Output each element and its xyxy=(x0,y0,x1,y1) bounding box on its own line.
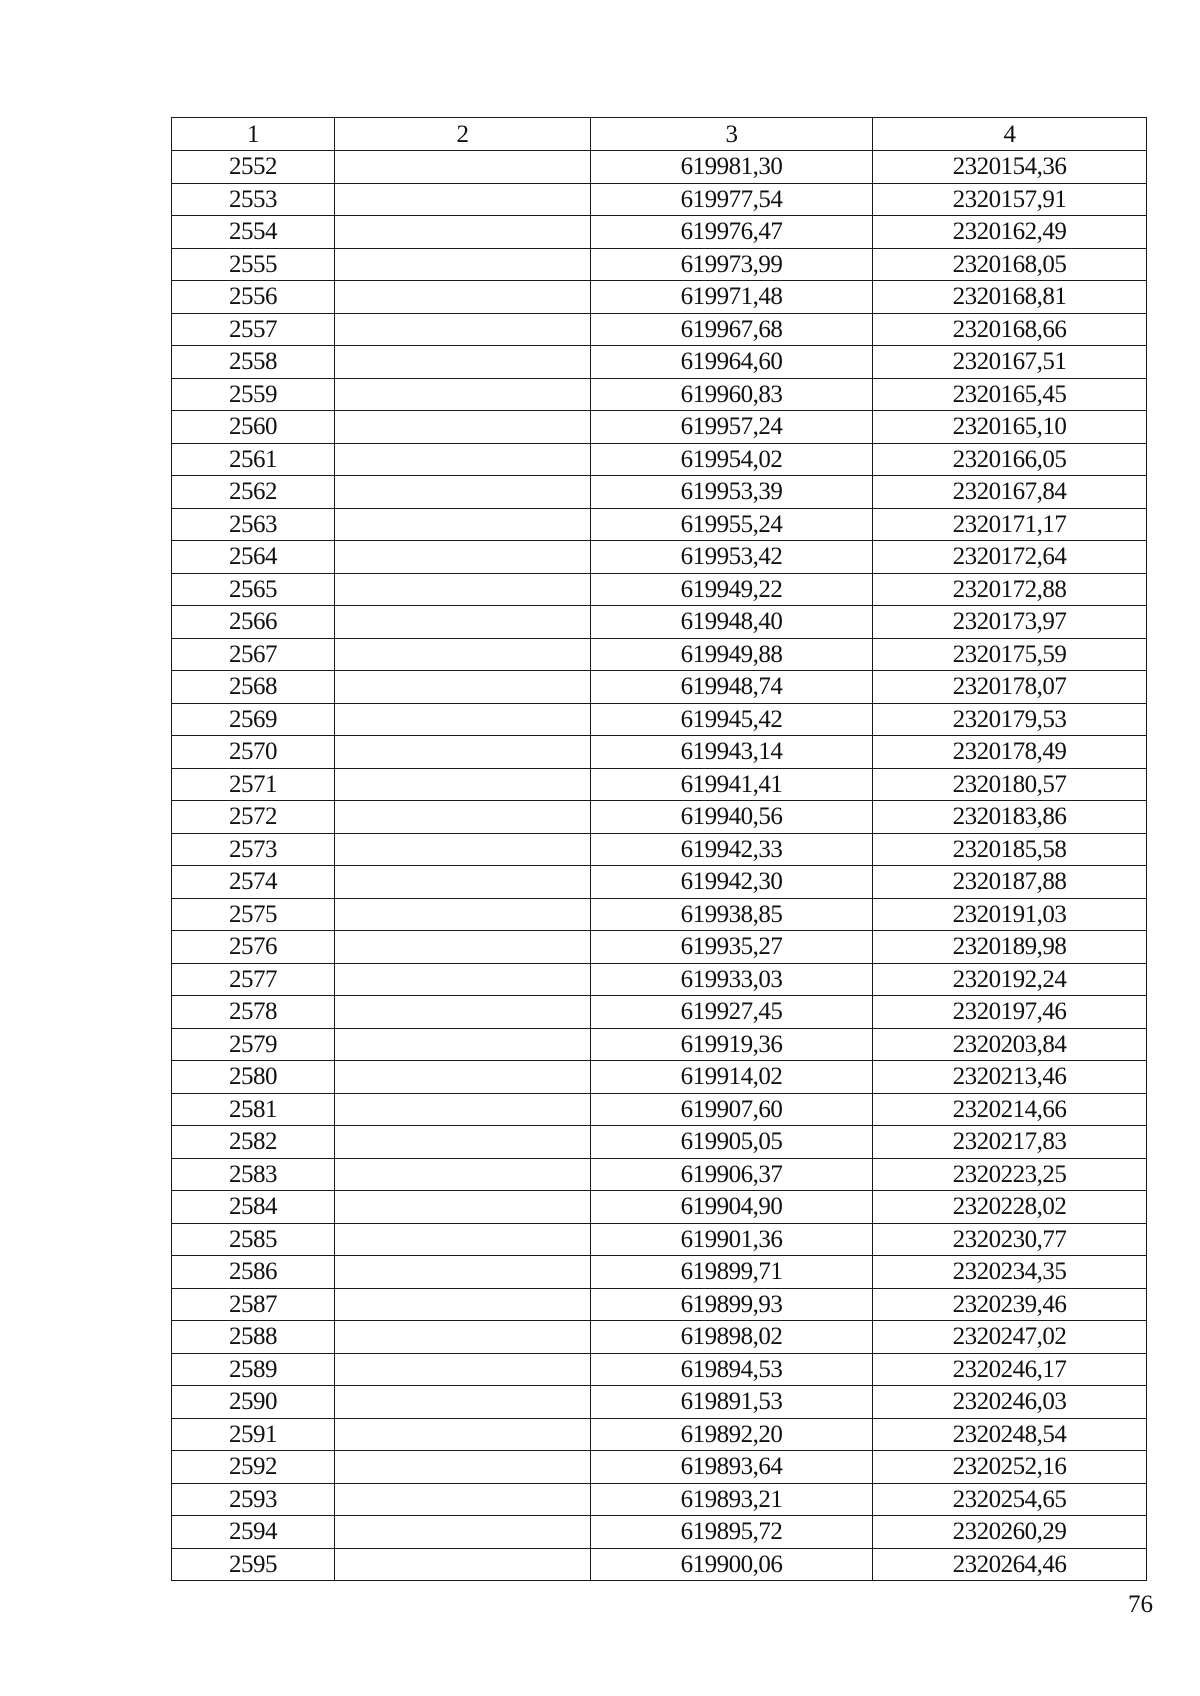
y-coordinate-cell: 2320260,29 xyxy=(873,1516,1147,1549)
table-row xyxy=(172,1028,1147,1061)
x-coordinate-cell: 619904,90 xyxy=(591,1191,873,1224)
column-2-cell xyxy=(335,508,591,541)
point-number-cell: 2593 xyxy=(172,1483,335,1516)
column-2-cell xyxy=(335,963,591,996)
table-row xyxy=(172,1483,1147,1516)
x-coordinate-cell: 619953,42 xyxy=(591,541,873,574)
x-coordinate-cell: 619893,64 xyxy=(591,1451,873,1484)
table-row xyxy=(172,1516,1147,1549)
table-row xyxy=(172,671,1147,704)
table-header-row xyxy=(172,118,1147,151)
table-row xyxy=(172,638,1147,671)
y-coordinate-cell: 2320228,02 xyxy=(873,1191,1147,1224)
column-2-cell xyxy=(335,1288,591,1321)
x-coordinate-cell: 619960,83 xyxy=(591,378,873,411)
point-number-cell: 2592 xyxy=(172,1451,335,1484)
y-coordinate-cell: 2320191,03 xyxy=(873,898,1147,931)
y-coordinate-cell: 2320189,98 xyxy=(873,931,1147,964)
column-2-cell xyxy=(335,768,591,801)
point-number-cell: 2569 xyxy=(172,703,335,736)
column-2-cell xyxy=(335,281,591,314)
x-coordinate-cell: 619973,99 xyxy=(591,248,873,281)
column-2-cell xyxy=(335,996,591,1029)
point-number-cell: 2588 xyxy=(172,1321,335,1354)
table-row xyxy=(172,573,1147,606)
y-coordinate-cell: 2320168,66 xyxy=(873,313,1147,346)
y-coordinate-cell: 2320223,25 xyxy=(873,1158,1147,1191)
x-coordinate-cell: 619933,03 xyxy=(591,963,873,996)
y-coordinate-cell: 2320172,64 xyxy=(873,541,1147,574)
point-number-cell: 2582 xyxy=(172,1126,335,1159)
table-row xyxy=(172,833,1147,866)
x-coordinate-cell: 619891,53 xyxy=(591,1386,873,1419)
point-number-cell: 2552 xyxy=(172,151,335,184)
point-number-cell: 2579 xyxy=(172,1028,335,1061)
x-coordinate-cell: 619945,42 xyxy=(591,703,873,736)
y-coordinate-cell: 2320167,84 xyxy=(873,476,1147,509)
table-row xyxy=(172,1158,1147,1191)
y-coordinate-cell: 2320178,07 xyxy=(873,671,1147,704)
column-2-cell xyxy=(335,736,591,769)
table-row xyxy=(172,281,1147,314)
x-coordinate-cell: 619893,21 xyxy=(591,1483,873,1516)
column-2-cell xyxy=(335,671,591,704)
point-number-cell: 2558 xyxy=(172,346,335,379)
x-coordinate-cell: 619900,06 xyxy=(591,1548,873,1581)
y-coordinate-cell: 2320185,58 xyxy=(873,833,1147,866)
point-number-cell: 2559 xyxy=(172,378,335,411)
x-coordinate-cell: 619949,22 xyxy=(591,573,873,606)
y-coordinate-cell: 2320247,02 xyxy=(873,1321,1147,1354)
table-row xyxy=(172,1191,1147,1224)
y-coordinate-cell: 2320172,88 xyxy=(873,573,1147,606)
point-number-cell: 2560 xyxy=(172,411,335,444)
point-number-cell: 2587 xyxy=(172,1288,335,1321)
y-coordinate-cell: 2320252,16 xyxy=(873,1451,1147,1484)
y-coordinate-cell: 2320166,05 xyxy=(873,443,1147,476)
x-coordinate-cell: 619948,40 xyxy=(591,606,873,639)
x-coordinate-cell: 619977,54 xyxy=(591,183,873,216)
y-coordinate-cell: 2320168,05 xyxy=(873,248,1147,281)
y-coordinate-cell: 2320264,46 xyxy=(873,1548,1147,1581)
y-coordinate-cell: 2320171,17 xyxy=(873,508,1147,541)
x-coordinate-cell: 619957,24 xyxy=(591,411,873,444)
point-number-cell: 2573 xyxy=(172,833,335,866)
column-2-cell xyxy=(335,1418,591,1451)
column-2-cell xyxy=(335,443,591,476)
point-number-cell: 2571 xyxy=(172,768,335,801)
point-number-cell: 2564 xyxy=(172,541,335,574)
column-2-cell xyxy=(335,1516,591,1549)
y-coordinate-cell: 2320178,49 xyxy=(873,736,1147,769)
point-number-cell: 2572 xyxy=(172,801,335,834)
point-number-cell: 2584 xyxy=(172,1191,335,1224)
x-coordinate-cell: 619942,33 xyxy=(591,833,873,866)
x-coordinate-cell: 619941,41 xyxy=(591,768,873,801)
column-2-cell xyxy=(335,346,591,379)
column-2-cell xyxy=(335,476,591,509)
table-row xyxy=(172,1061,1147,1094)
y-coordinate-cell: 2320179,53 xyxy=(873,703,1147,736)
y-coordinate-cell: 2320192,24 xyxy=(873,963,1147,996)
column-2-cell xyxy=(335,573,591,606)
page-number: 76 xyxy=(1128,1591,1153,1618)
y-coordinate-cell: 2320254,65 xyxy=(873,1483,1147,1516)
coordinates-table-body xyxy=(172,118,1147,1581)
point-number-cell: 2553 xyxy=(172,183,335,216)
x-coordinate-cell: 619914,02 xyxy=(591,1061,873,1094)
table-row xyxy=(172,476,1147,509)
x-coordinate-cell: 619976,47 xyxy=(591,216,873,249)
table-row xyxy=(172,1223,1147,1256)
table-row xyxy=(172,508,1147,541)
point-number-cell: 2585 xyxy=(172,1223,335,1256)
y-coordinate-cell: 2320167,51 xyxy=(873,346,1147,379)
column-2-cell xyxy=(335,1061,591,1094)
point-number-cell: 2586 xyxy=(172,1256,335,1289)
table-row xyxy=(172,736,1147,769)
x-coordinate-cell: 619967,68 xyxy=(591,313,873,346)
table-row xyxy=(172,378,1147,411)
column-2-cell xyxy=(335,638,591,671)
column-2-cell xyxy=(335,1126,591,1159)
column-header-1: 1 xyxy=(172,118,335,151)
column-2-cell xyxy=(335,703,591,736)
point-number-cell: 2580 xyxy=(172,1061,335,1094)
column-2-cell xyxy=(335,1548,591,1581)
y-coordinate-cell: 2320246,17 xyxy=(873,1353,1147,1386)
y-coordinate-cell: 2320154,36 xyxy=(873,151,1147,184)
column-2-cell xyxy=(335,313,591,346)
point-number-cell: 2575 xyxy=(172,898,335,931)
table-row xyxy=(172,996,1147,1029)
y-coordinate-cell: 2320197,46 xyxy=(873,996,1147,1029)
table-row xyxy=(172,606,1147,639)
column-2-cell xyxy=(335,1256,591,1289)
table-row xyxy=(172,1256,1147,1289)
x-coordinate-cell: 619901,36 xyxy=(591,1223,873,1256)
y-coordinate-cell: 2320187,88 xyxy=(873,866,1147,899)
point-number-cell: 2590 xyxy=(172,1386,335,1419)
table-row xyxy=(172,801,1147,834)
y-coordinate-cell: 2320239,46 xyxy=(873,1288,1147,1321)
column-2-cell xyxy=(335,411,591,444)
table-row xyxy=(172,1126,1147,1159)
x-coordinate-cell: 619954,02 xyxy=(591,443,873,476)
point-number-cell: 2577 xyxy=(172,963,335,996)
coordinates-table xyxy=(171,117,1147,1581)
table-row xyxy=(172,248,1147,281)
column-2-cell xyxy=(335,833,591,866)
table-row xyxy=(172,216,1147,249)
point-number-cell: 2556 xyxy=(172,281,335,314)
y-coordinate-cell: 2320248,54 xyxy=(873,1418,1147,1451)
x-coordinate-cell: 619949,88 xyxy=(591,638,873,671)
column-2-cell xyxy=(335,898,591,931)
x-coordinate-cell: 619942,30 xyxy=(591,866,873,899)
table-row xyxy=(172,541,1147,574)
point-number-cell: 2578 xyxy=(172,996,335,1029)
column-2-cell xyxy=(335,1451,591,1484)
point-number-cell: 2566 xyxy=(172,606,335,639)
column-2-cell xyxy=(335,1158,591,1191)
x-coordinate-cell: 619927,45 xyxy=(591,996,873,1029)
y-coordinate-cell: 2320157,91 xyxy=(873,183,1147,216)
point-number-cell: 2568 xyxy=(172,671,335,704)
column-2-cell xyxy=(335,606,591,639)
y-coordinate-cell: 2320246,03 xyxy=(873,1386,1147,1419)
table-row xyxy=(172,768,1147,801)
x-coordinate-cell: 619940,56 xyxy=(591,801,873,834)
table-row xyxy=(172,313,1147,346)
column-2-cell xyxy=(335,1386,591,1419)
table-row xyxy=(172,1321,1147,1354)
x-coordinate-cell: 619953,39 xyxy=(591,476,873,509)
point-number-cell: 2557 xyxy=(172,313,335,346)
column-2-cell xyxy=(335,1191,591,1224)
x-coordinate-cell: 619898,02 xyxy=(591,1321,873,1354)
y-coordinate-cell: 2320165,45 xyxy=(873,378,1147,411)
x-coordinate-cell: 619948,74 xyxy=(591,671,873,704)
table-row xyxy=(172,1386,1147,1419)
point-number-cell: 2562 xyxy=(172,476,335,509)
y-coordinate-cell: 2320217,83 xyxy=(873,1126,1147,1159)
x-coordinate-cell: 619899,93 xyxy=(591,1288,873,1321)
point-number-cell: 2576 xyxy=(172,931,335,964)
x-coordinate-cell: 619894,53 xyxy=(591,1353,873,1386)
column-2-cell xyxy=(335,801,591,834)
column-2-cell xyxy=(335,931,591,964)
point-number-cell: 2581 xyxy=(172,1093,335,1126)
column-2-cell xyxy=(335,216,591,249)
column-2-cell xyxy=(335,1028,591,1061)
point-number-cell: 2594 xyxy=(172,1516,335,1549)
x-coordinate-cell: 619943,14 xyxy=(591,736,873,769)
column-2-cell xyxy=(335,378,591,411)
point-number-cell: 2563 xyxy=(172,508,335,541)
y-coordinate-cell: 2320173,97 xyxy=(873,606,1147,639)
column-2-cell xyxy=(335,183,591,216)
point-number-cell: 2595 xyxy=(172,1548,335,1581)
table-row xyxy=(172,443,1147,476)
point-number-cell: 2554 xyxy=(172,216,335,249)
table-row xyxy=(172,151,1147,184)
y-coordinate-cell: 2320230,77 xyxy=(873,1223,1147,1256)
x-coordinate-cell: 619981,30 xyxy=(591,151,873,184)
column-2-cell xyxy=(335,1483,591,1516)
table-row xyxy=(172,963,1147,996)
x-coordinate-cell: 619938,85 xyxy=(591,898,873,931)
x-coordinate-cell: 619906,37 xyxy=(591,1158,873,1191)
x-coordinate-cell: 619892,20 xyxy=(591,1418,873,1451)
point-number-cell: 2583 xyxy=(172,1158,335,1191)
table-row xyxy=(172,1288,1147,1321)
table-row xyxy=(172,866,1147,899)
table-row xyxy=(172,346,1147,379)
table-row xyxy=(172,703,1147,736)
table-row xyxy=(172,1451,1147,1484)
point-number-cell: 2565 xyxy=(172,573,335,606)
column-header-2: 2 xyxy=(335,118,591,151)
y-coordinate-cell: 2320183,86 xyxy=(873,801,1147,834)
y-coordinate-cell: 2320214,66 xyxy=(873,1093,1147,1126)
x-coordinate-cell: 619935,27 xyxy=(591,931,873,964)
point-number-cell: 2589 xyxy=(172,1353,335,1386)
column-header-4: 4 xyxy=(873,118,1147,151)
point-number-cell: 2555 xyxy=(172,248,335,281)
column-2-cell xyxy=(335,1093,591,1126)
column-2-cell xyxy=(335,1321,591,1354)
column-2-cell xyxy=(335,1223,591,1256)
point-number-cell: 2574 xyxy=(172,866,335,899)
x-coordinate-cell: 619895,72 xyxy=(591,1516,873,1549)
column-header-3: 3 xyxy=(591,118,873,151)
y-coordinate-cell: 2320203,84 xyxy=(873,1028,1147,1061)
y-coordinate-cell: 2320175,59 xyxy=(873,638,1147,671)
table-row xyxy=(172,1418,1147,1451)
x-coordinate-cell: 619907,60 xyxy=(591,1093,873,1126)
y-coordinate-cell: 2320162,49 xyxy=(873,216,1147,249)
x-coordinate-cell: 619964,60 xyxy=(591,346,873,379)
table-row xyxy=(172,1548,1147,1581)
table-row xyxy=(172,183,1147,216)
y-coordinate-cell: 2320180,57 xyxy=(873,768,1147,801)
point-number-cell: 2570 xyxy=(172,736,335,769)
column-2-cell xyxy=(335,541,591,574)
point-number-cell: 2561 xyxy=(172,443,335,476)
y-coordinate-cell: 2320165,10 xyxy=(873,411,1147,444)
x-coordinate-cell: 619919,36 xyxy=(591,1028,873,1061)
column-2-cell xyxy=(335,866,591,899)
y-coordinate-cell: 2320234,35 xyxy=(873,1256,1147,1289)
x-coordinate-cell: 619955,24 xyxy=(591,508,873,541)
column-2-cell xyxy=(335,1353,591,1386)
table-row xyxy=(172,411,1147,444)
x-coordinate-cell: 619899,71 xyxy=(591,1256,873,1289)
table-row xyxy=(172,1093,1147,1126)
point-number-cell: 2567 xyxy=(172,638,335,671)
x-coordinate-cell: 619905,05 xyxy=(591,1126,873,1159)
table-row xyxy=(172,898,1147,931)
point-number-cell: 2591 xyxy=(172,1418,335,1451)
y-coordinate-cell: 2320213,46 xyxy=(873,1061,1147,1094)
table-row xyxy=(172,1353,1147,1386)
y-coordinate-cell: 2320168,81 xyxy=(873,281,1147,314)
table-row xyxy=(172,931,1147,964)
column-2-cell xyxy=(335,151,591,184)
x-coordinate-cell: 619971,48 xyxy=(591,281,873,314)
column-2-cell xyxy=(335,248,591,281)
